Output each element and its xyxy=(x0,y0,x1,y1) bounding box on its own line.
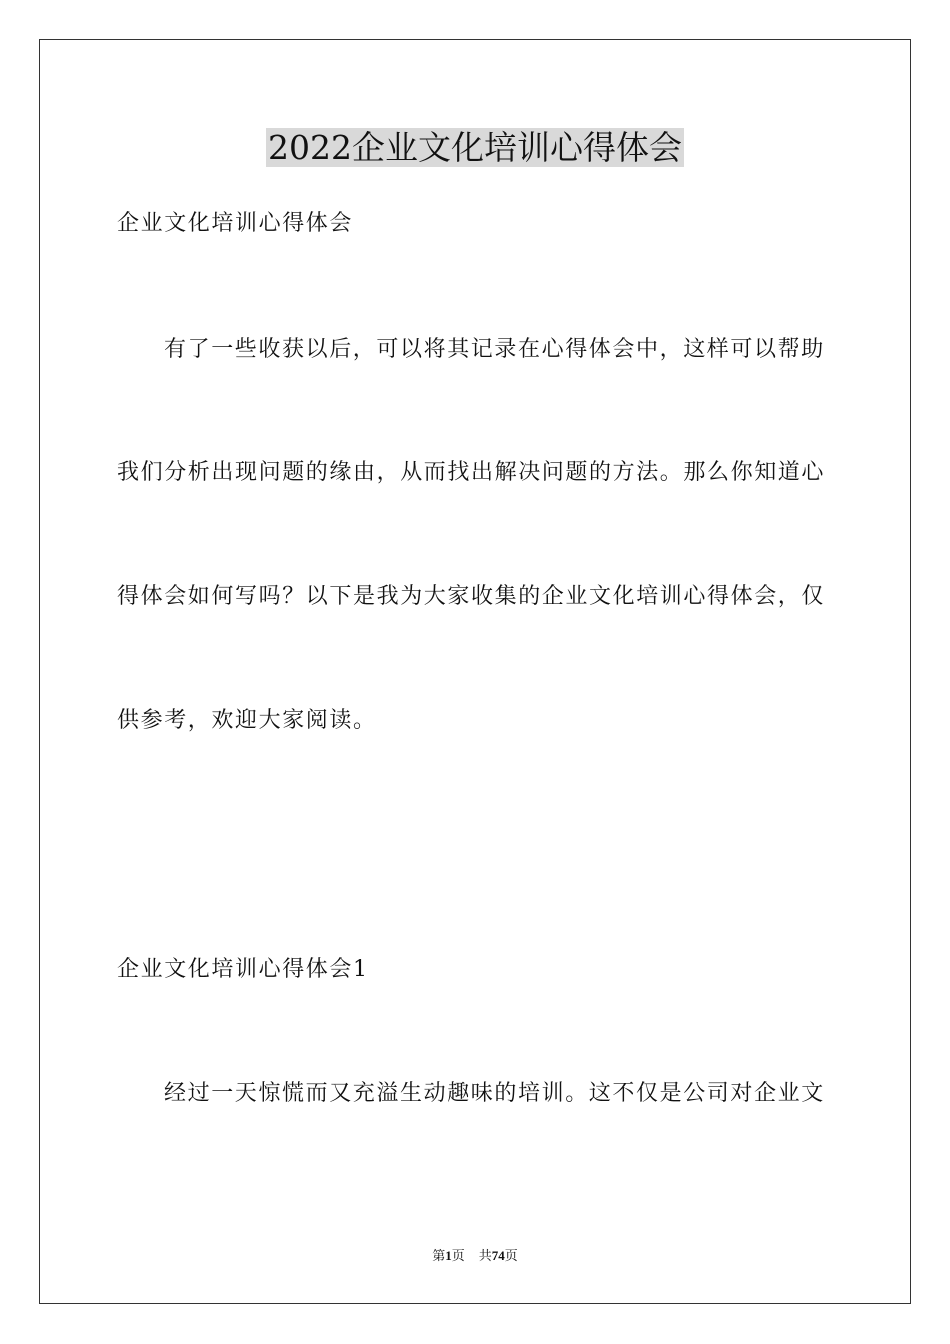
footer-total-pages: 74 xyxy=(491,1248,505,1263)
footer-total-suffix: 页 xyxy=(504,1248,518,1263)
document-subtitle: 企业文化培训心得体会 xyxy=(117,211,354,236)
section-first-line: 经过一天惊慌而又充溢生动趣味的培训。这不仅是公司对企业文 xyxy=(164,1081,825,1106)
document-title-text: 2022企业文化培训心得体会 xyxy=(268,128,682,167)
intro-line-2: 我们分析出现问题的缘由，从而找出解决问题的方法。那么你知道心 xyxy=(117,460,826,485)
footer-total-prefix: 共 xyxy=(478,1248,492,1263)
intro-line-4: 供参考，欢迎大家阅读。 xyxy=(117,708,377,733)
intro-line-1: 有了一些收获以后，可以将其记录在心得体会中，这样可以帮助 xyxy=(164,337,825,362)
footer-page-number: 1 xyxy=(445,1248,452,1263)
intro-line-3: 得体会如何写吗？以下是我为大家收集的企业文化培训心得体会，仅 xyxy=(117,584,826,609)
document-title xyxy=(0,126,950,170)
footer-page-suffix: 页 xyxy=(451,1248,465,1263)
section-heading: 企业文化培训心得体会1 xyxy=(117,957,369,982)
page-footer xyxy=(0,1247,950,1265)
footer-page-prefix: 第 xyxy=(432,1248,446,1263)
